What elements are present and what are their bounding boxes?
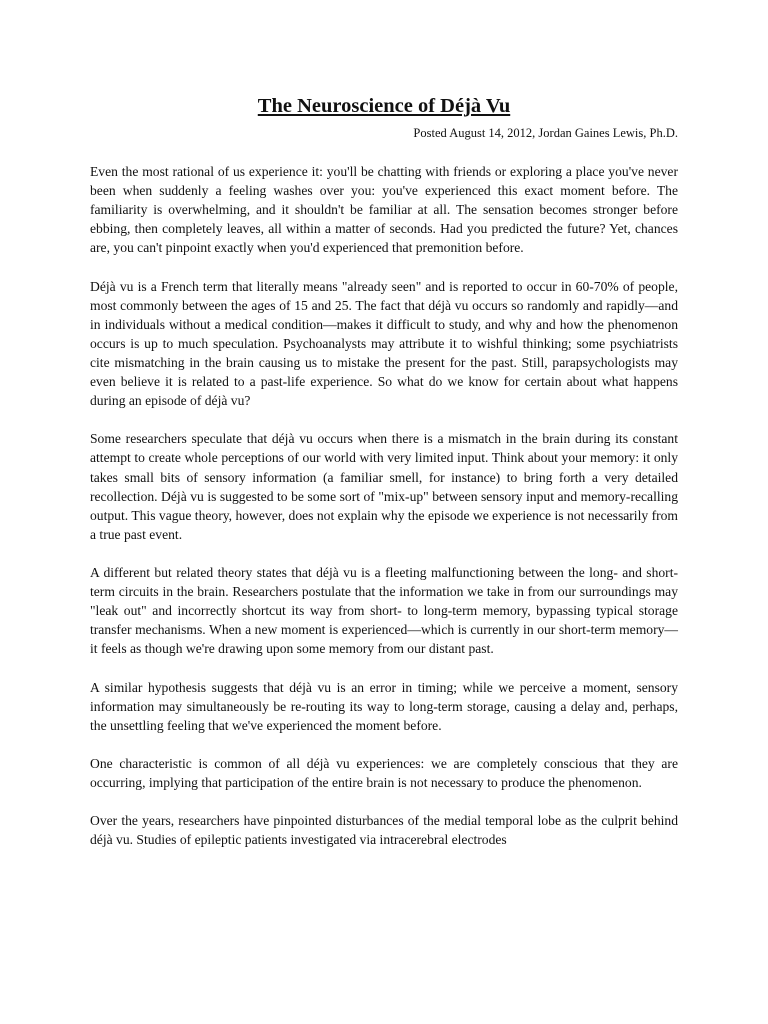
article-paragraph: A similar hypothesis suggests that déjà vu is an error in timing; while we perceive a moment, sensory information may simultaneously be re-routing its way to long-term storage, causing a delay and, perhaps, the unsettling feeling that we've experienced the moment before. [90, 679, 678, 733]
document-page [90, 94, 678, 868]
article-paragraph: Some researchers speculate that déjà vu occurs when there is a mismatch in the brain during its constant attempt to create whole perceptions of our world with very limited input. Think about your memory: it only takes small bits of sensory information (a familiar smell, for instance) to bring forth a very detailed recollection. Déjà vu is suggested to be some sort of "mix-up" between sensory input and memory-recalling output. This vague theory, however, does not explain why the episode we experience is not necessarily from a true past event. [90, 431, 678, 542]
article-byline: Posted August 14, 2012, Jordan Gaines Lewis, Ph.D. [413, 126, 678, 140]
article-title: The Neuroscience of Déjà Vu [257, 95, 511, 117]
article-paragraph: A different but related theory states that déjà vu is a fleeting malfunctioning between the long- and short-term circuits in the brain. Researchers postulate that the information we take in from our surroundings may "leak out" and incorrectly shortcut its way from short- to long-term memory, bypassing typical storage transfer mechanisms. When a new moment is experienced—which is currently in our short-term memory—it feels as though we're drawing upon some memory from our distant past. [90, 564, 678, 657]
article-paragraph: Even the most rational of us experience it: you'll be chatting with friends or exploring a place you've never been when suddenly a feeling washes over you: you've experienced this exact moment before. The familiarity is overwhelming, and it shouldn't be familiar at all. The sensation becomes stronger before ebbing, then completely leaves, all within a matter of seconds. Had you predicted the future? Yet, chances are, you can't pinpoint exactly when you'd experienced that premonition before. [90, 164, 678, 256]
article-paragraph: One characteristic is common of all déjà vu experiences: we are completely conscious that they are occurring, implying that participation of the entire brain is not necessary to produce the phenomenon. [90, 755, 678, 790]
article-paragraph: Déjà vu is a French term that literally means "already seen" and is reported to occur in 60-70% of people, most commonly between the ages of 15 and 25. The fact that déjà vu occurs so randomly and rapidly—and in individuals without a medical condition—makes it difficult to study, and why and how the phenomenon occurs is up to much speculation. Psychoanalysts may attribute it to wishful thinking; some psychiatrists cite mismatching in the brain causing us to mistake the present for the past. Still, parapsychologists may even believe it is related to a past-life experience. So what do we know for certain about what happens during an episode of déjà vu? [90, 278, 678, 409]
article-paragraph: Over the years, researchers have pinpointed disturbances of the medial temporal lobe as the culprit behind déjà vu. Studies of epileptic patients investigated via intracerebral electrodes [90, 813, 678, 848]
